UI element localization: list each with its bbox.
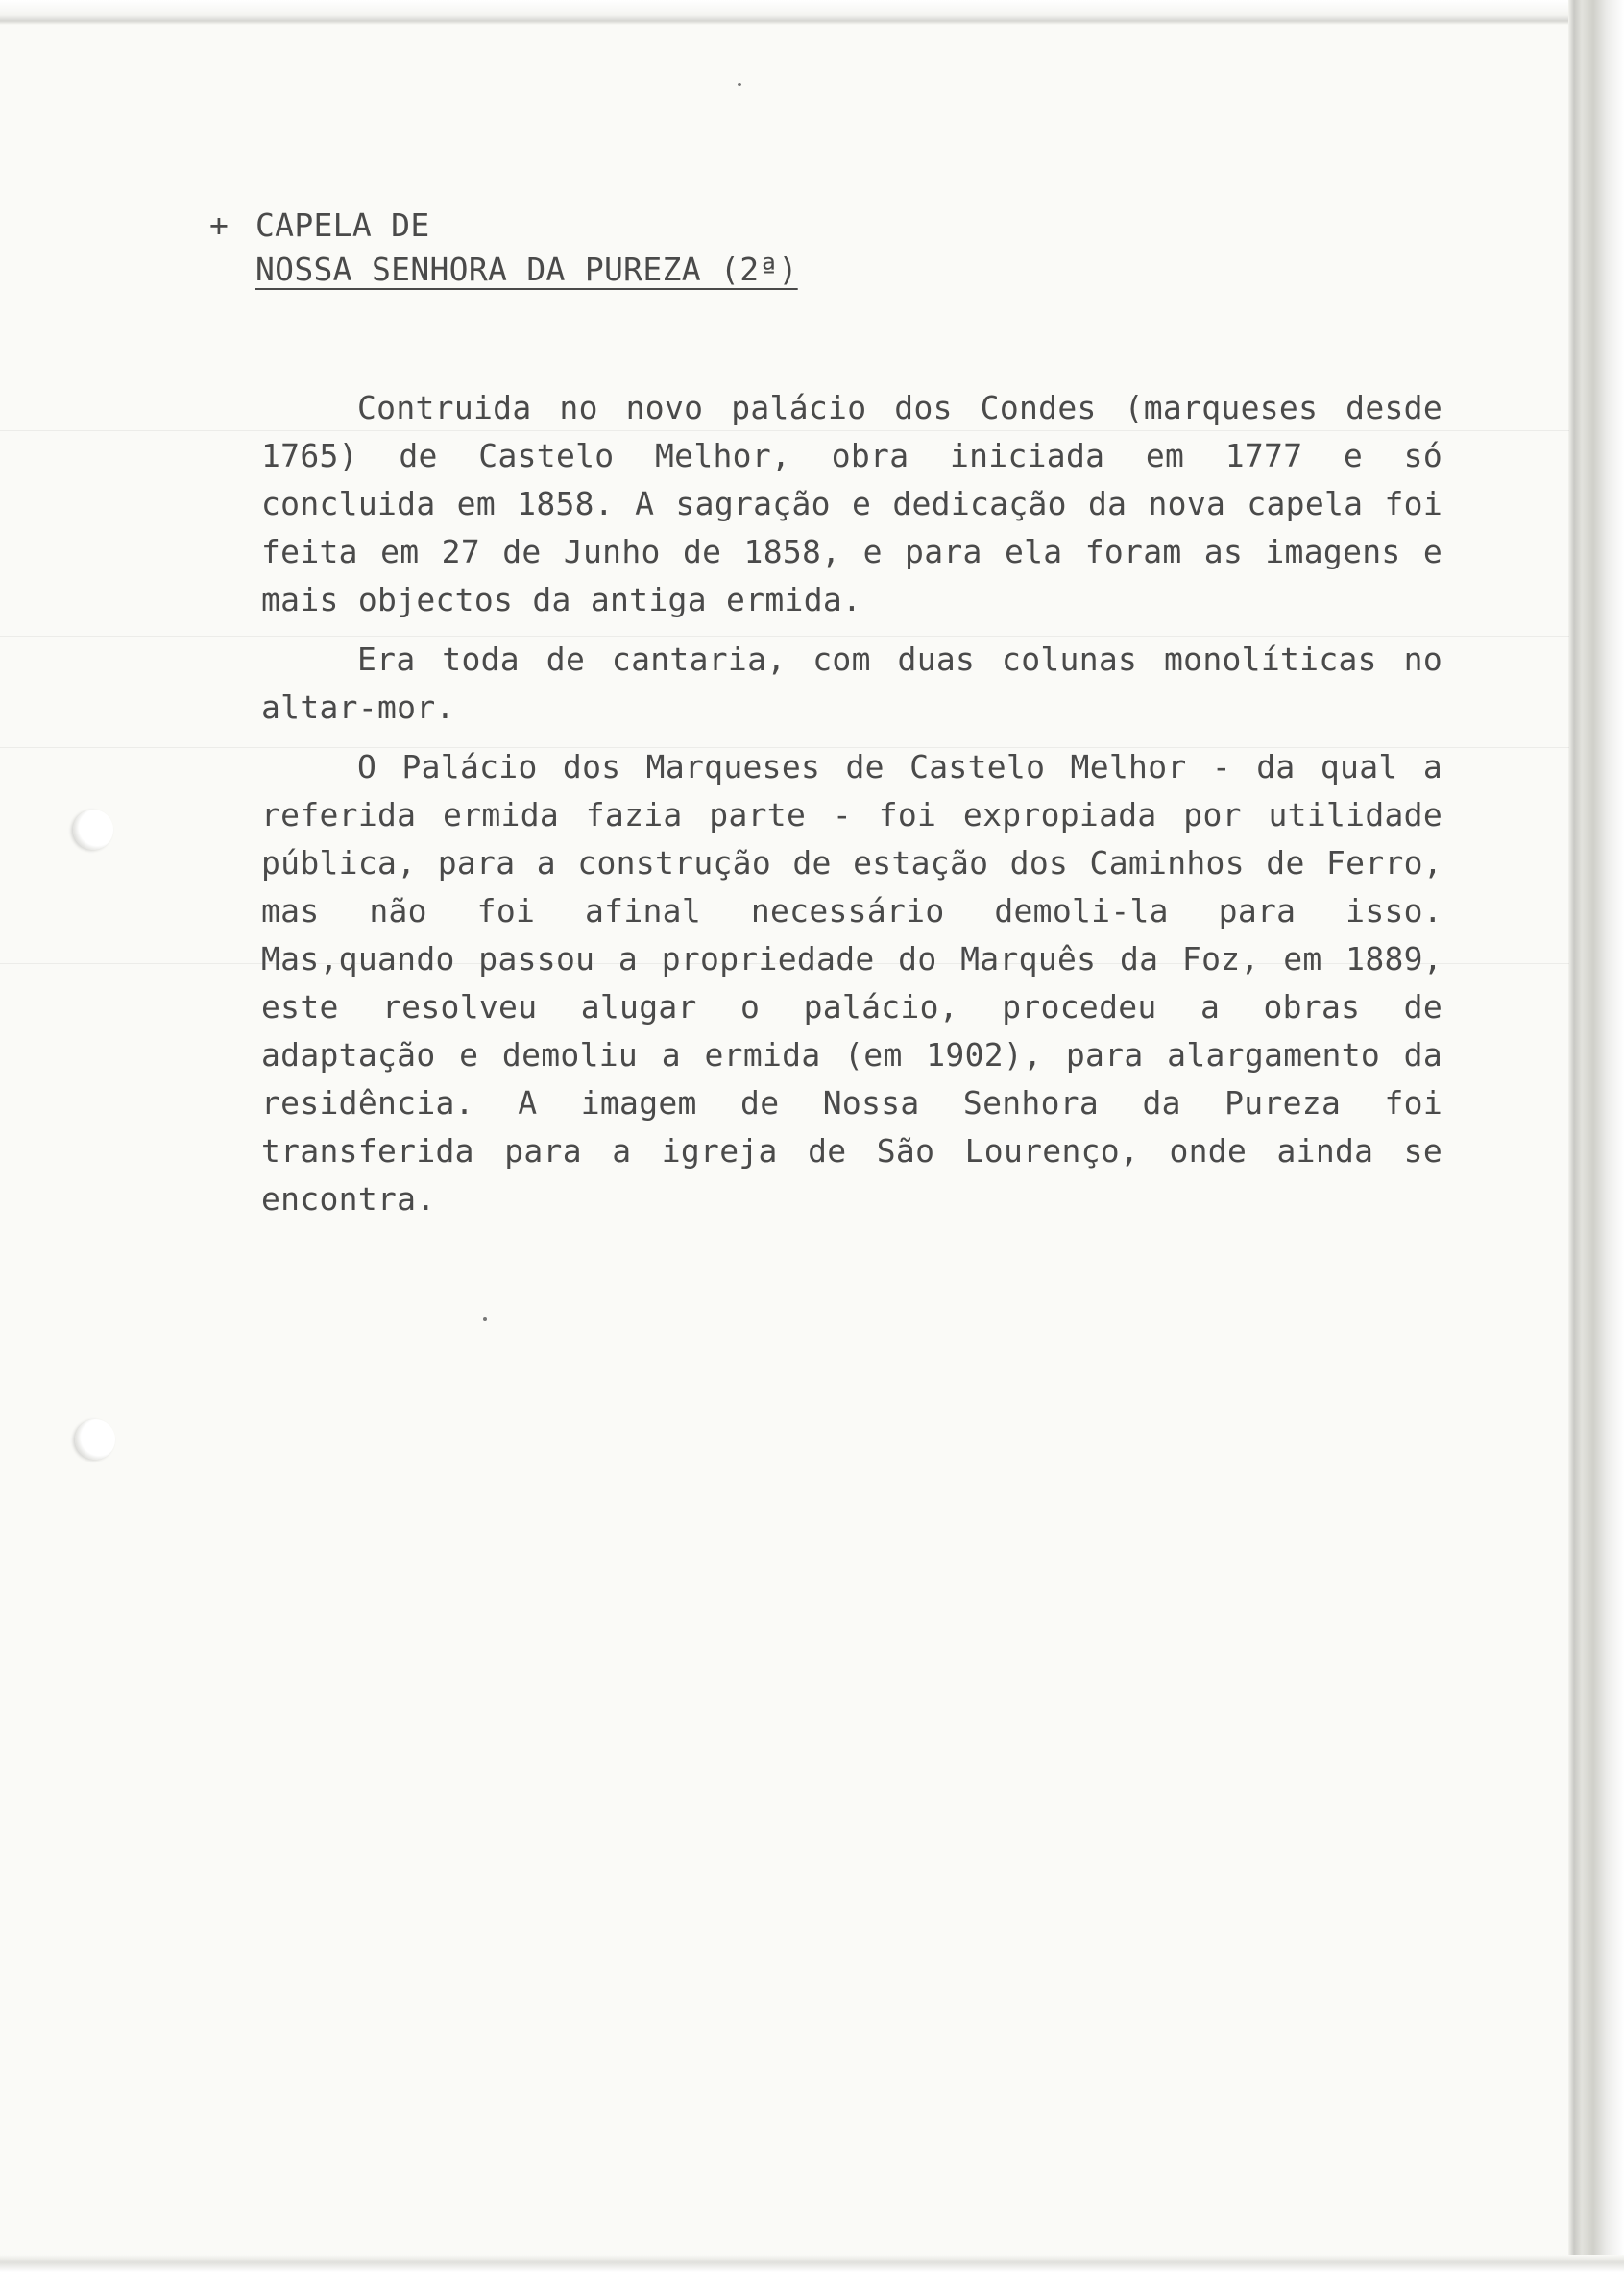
document-heading	[209, 204, 798, 292]
heading-line-2: NOSSA SENHORA DA PUREZA (2ª)	[255, 251, 798, 288]
paragraph-2: Era toda de cantaria, com duas colunas monolíticas no altar-mor.	[261, 641, 1442, 726]
scan-edge-right	[1568, 0, 1624, 2272]
scan-edge-top	[0, 0, 1624, 25]
document-body	[261, 384, 1442, 1235]
scan-speck	[738, 83, 741, 86]
scan-edge-bottom	[0, 2255, 1624, 2272]
heading-line-1-text: CAPELA DE	[255, 206, 430, 244]
scan-speck	[483, 1317, 487, 1321]
paragraph-3: O Palácio dos Marqueses de Castelo Melhor - da qual a referida ermida fazia parte - foi expropiada por utilidade pública, para a construção de estação dos Caminhos de Ferro, mas não foi afinal necessário demoli-la para isso. Mas,quando passou a propriedade do Marquês da Foz, em 1889, este resolveu alugar o palácio, procedeu a obras de adaptação e demoliu a ermida (em 1902), para alargamento da residência. A imagem de Nossa Senhora da Pureza foi transferida para a igreja de São Lourenço, onde ainda se encontra.	[261, 748, 1442, 1218]
heading-line-1	[209, 204, 798, 248]
paragraph-1: Contruida no novo palácio dos Condes (marqueses desde 1765) de Castelo Melhor, obra iniciada em 1777 e só concluida em 1858. A sagração e dedicação da nova capela foi feita em 27 de Junho de 1858, e para ela foram as imagens e mais objectos da antiga ermida.	[261, 389, 1442, 618]
punch-hole-bottom	[75, 1419, 115, 1460]
heading-marker: +	[209, 206, 230, 244]
punch-hole-top	[73, 810, 113, 850]
